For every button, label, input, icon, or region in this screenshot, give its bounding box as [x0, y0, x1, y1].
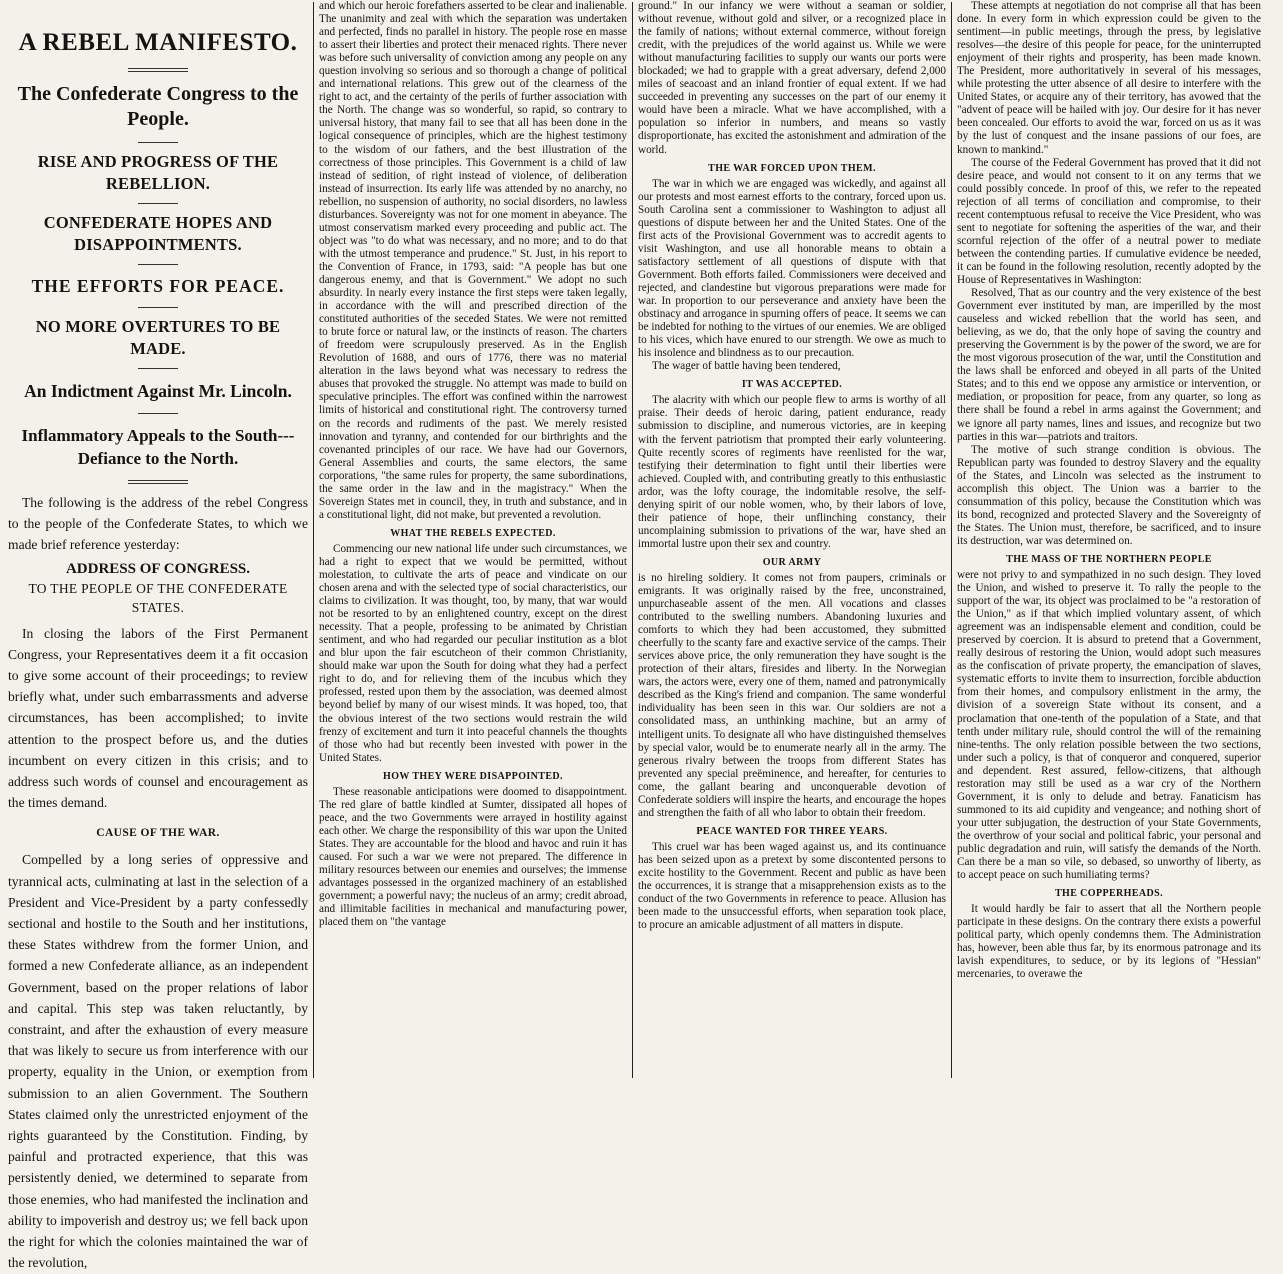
body-paragraph: The course of the Federal Government has proved that it did not desire peace, and would not consent to it on any terms that we could possibly concede. In proof of this, we refer to the repeated rejection of all terms of conciliation and compromise, to their recent contemptuous refusal to receive the Vice President, who was sent to negotiate for softening the asperities of the war, and their scornful rejection of the offer of a neutral power to mediate between the contending parties. If cumulative evidence be needed, it can be found in the following resolution, recently adopted by the House of Representatives in Washington:: [957, 156, 1261, 286]
body-paragraph: In closing the labors of the First Permanent Congress, your Representatives deem it a fit occasion to give some account of their proceedings; to review briefly what, under such embarrassments and adverse circumstances, has been accomplished; to invite attention to the prospect before us, and the duties incumbent on every citizen in this crisis; and to address such words of counsel and encouragement as the times demand.: [8, 625, 308, 811]
section-heading: HOW THEY WERE DISAPPOINTED.: [383, 770, 563, 782]
body-paragraph: is no hireling soldiery. It comes not from paupers, criminals or emigrants. It was originally raised by the free, unconstrained, unpurchaseable assent of the men. All vocations and classes contributed to the swelling numbers. Abandoning luxuries and comforts to which they had been accustomed, they submitted cheerfully to the scanty fare and exactive service of the camps. Their services above price, the only remuneration they have sought is the protection of their altars, firesides and liberty. In the Norwegian wars, the actors were, every one of them, named and patronymically described as the King's friend and companion. The same wonderful individuality has been seen in this war. Our soldiers are not a consolidated mass, an unthinking machine, but an army of intelligent units. To designate all who have distinguished themselves by special valor, would be to enumerate nearly all in the army. The generous rivalry between the troops from different States has prevented any special preëminence, and hereafter, for centuries to come, the gallant bearing and unconquerable devotion of Confederate soldiers will inspire the hearts, and encourage the hopes and strengthen the faith of all who labor to obtain their freedom.: [638, 571, 946, 819]
address-subtitle: TO THE PEOPLE OF THE CONFEDERATE STATES.: [28, 580, 288, 615]
main-headline: A REBEL MANIFESTO.: [18, 29, 298, 56]
divider: [138, 368, 178, 369]
body-paragraph: The war in which we are engaged was wickedly, and against all our protests and most earnest efforts to the contrary, forced upon us. South Carolina sent a commissioner to Washington to adjust all questions of dispute between her and the United States. One of the first acts of the Provisional Government was to accredit agents to visit Washington, and use all honorable means to obtain a satisfactory settlement of all questions of dispute with that Government. Both efforts failed. Commissioners were deceived and rejected, and clandestine but vigorous preparations were made for war. In proportion to our perseverance and anxiety have been the obstinacy and arrogance in spurning offers of peace. It seems we can be indebted for nothing to the virtues of our enemies. We are obliged to his vices, which have enured to our strength. We owe as much to his insolence and blindness as to our precaution.: [638, 177, 947, 360]
divider: [138, 203, 178, 204]
section-heading: OUR ARMY: [762, 556, 822, 568]
headline-deck-4: THE EFFORTS FOR PEACE.: [31, 276, 285, 296]
section-heading: CAUSE OF THE WAR.: [96, 827, 220, 840]
body-paragraph: The alacrity with which our people flew to arms is worthy of all praise. Their deeds of heroic daring, patient endurance, ready submission to discipline, and numerous victories, are in keeping with the fervent patriotism that prompted their early volunteering. Quite recently scores of regiments have reenlisted for the war, testifying their determination to fight until their liberties were achieved. Coupled with, and contributing greatly to this enthusiastic ardor, was the lofty courage, the indomitable resolve, the self-denying spirit of our noble women, who, by their labors of love, their patience of hope, their unflinching constancy, their uncomplaining submission to privations of the war, have shed an immortal lustre upon their sex and country.: [638, 394, 946, 550]
body-paragraph: Compelled by a long series of oppressive and tyrannical acts, culminating at last in the selection of a President and Vice-President by a party confessedly sectional and hostile to the South and her institutions, these States withdrew from the former Union, and formed a new Confederate alliance, as an independent Government, based on the proper relations of labor and capital. This step was taken reluctantly, by constraint, and after the exhaustion of every measure that was likely to secure us from interference with our property, equality in the Union, or exemption from submission to an alien Government. The Southern States claimed only the unrestricted enjoyment of the rights guaranteed by the Constitution. Finding, by painful and protracted experience, that this was persistently denied, we determined to separate from those enemies, who had manifested the inclination and ability to impoverish and destroy us; we fell back upon the right for which the colonies maintained the war of the revolution,: [8, 852, 308, 1271]
body-paragraph: The motive of such strange condition is obvious. The Republican party was founded to destroy Slavery and the equality of the States, and Lincoln was selected as the instrument to accomplish this object. The Union was a barrier to the consummation of this policy, because the Constitution which was its bond, recognized and protected Slavery and the Sovereignty of the States. The Union must, therefore, be sacrificed, and to insure its destruction, war was determined on.: [957, 443, 1261, 547]
headline-deck-7: Inflammatory Appeals to the South---Defiance to the North.: [21, 426, 295, 468]
body-paragraph: These attempts at negotiation do not comprise all that has been done. In every form in which expression could be given to the sentiment—in public meetings, through the press, by legislative resolves—the desire of this people for peace, for the uninterrupted enjoyment of their rights and prosperity, has been made known. The President, more authoritatively in several of his messages, while protesting the utter absence of all desire to interfere with the United States, or acquire any of their territory, has avowed that the "advent of peace will be hailed with joy. Our desire for it has never been concealed. Our efforts to avoid the war, forced on us as it was by the lust of conquest and the insane passions of our foes, are known to mankind.": [957, 0, 1261, 156]
section-heading: WHAT THE REBELS EXPECTED.: [390, 527, 556, 539]
headline-deck-3: CONFEDERATE HOPES AND DISAPPOINTMENTS.: [43, 213, 273, 254]
section-heading: THE COPPERHEADS.: [1054, 888, 1164, 900]
section-heading: IT WAS ACCEPTED.: [741, 379, 843, 391]
divider: [128, 480, 188, 484]
body-paragraph: These reasonable anticipations were doomed to disappointment. The red glare of battle kindled at Sumter, dissipated all hopes of peace, and the two Governments were arrayed in hostility against each other. We charge the responsibility of this war upon the United States. They are accountable for the blood and havoc and ruin it has caused. For such a war we were not prepared. The difference in military resources between our enemies and ourselves; the immense advantages possessed in the organized machinery of an established government; a powerful navy; the nucleus of an army; credit abroad, and illimitable facilities in mechanical and manufacturing power, placed them on "the vantage: [319, 785, 627, 929]
divider: [138, 142, 178, 143]
headline-deck-6: An Indictment Against Mr. Lincoln.: [24, 381, 292, 401]
body-paragraph: The wager of battle having been tendered,: [652, 360, 841, 373]
body-paragraph: It would hardly be fair to assert that all the Northern people participate in these designs. On the contrary there exists a powerful political party, which openly condemns them. The Administration has, however, been able thus far, by its enormous patronage and its lavish expenditures, to seduce, or by its legions of "Hessian" mercenaries, to overawe the: [957, 903, 1261, 981]
section-heading: PEACE WANTED FOR THREE YEARS.: [696, 825, 888, 837]
column-4: [952, 0, 1266, 1080]
headline-deck-2: RISE AND PROGRESS OF THE REBELLION.: [37, 152, 279, 193]
column-3: [633, 0, 951, 1080]
body-paragraph: were not privy to and sympathized in no such design. They loved the Union, and wished to preserve it. To rally the people to the support of the war, its object was proclaimed to be "a restoration of the Union," as if that which implied voluntary assent, of which agreement was an indispensable element and condition, could be preserved by coercion. It is absurd to pretend that a Government, really desirous of restoring the Union, would adopt such measures as the confiscation of private property, the emancipation of slaves, systematic efforts to invite them to insurrection, forcible abduction from their homes, and compulsory enlistment in the army, the division of a sovereign State without its consent, and a proclamation that one-tenth of the population of a State, and that tenth under military rule, should control the will of the remaining nine-tenths. The only relation possible between the two sections, under such a policy, is that of conqueror and conquered, superior and dependent. Rest assured, fellow-citizens, that although restoration may still be used as a war cry of the Northern Government, it is only to delude and betray. Fanaticism has summoned to its aid cupidity and vengeance; and nothing short of your utter subjugation, the destruction of your State Governments, the overthrow of your social and political fabric, your personal and public degradation and ruin, will satisfy the demands of the North. Can there be a man so vile, so debased, so unworthy of liberty, as to accept peace on such humiliating terms?: [957, 569, 1261, 882]
headline-deck-1: The Confederate Congress to the People.: [17, 83, 299, 130]
body-paragraph: Commencing our new national life under such circumstances, we had a right to expect that we would be permitted, without molestation, to cultivate the arts of peace and vindicate on our chosen arena and with the selected type of social characteristics, our claims to civilization. It was thought, too, by many, that war would not be resorted to by an enlightened country, except on the direst necessity. That a people, professing to be animated by Christian sentiment, and who had regarded our peculiar institution as a blot and blur upon the fair escutcheon of their common Christianity, should make war upon the South for doing what they had a perfect right to do, and for relieving them of the incubus which they professed, rested upon them by the association, was deemed almost beyond belief by many of our wisest minds. It was hoped, too, that the obvious interest of the two sections would restrain the wild frenzy of excitement and turn it into peaceful channels the thoughts of those who had but recently been invested with power in the United States.: [319, 542, 627, 764]
intro-paragraph: The following is the address of the rebel Congress to the people of the Confederate States, to which we made brief reference yesterday:: [8, 495, 308, 553]
divider: [128, 68, 188, 72]
column-1: [3, 0, 313, 1271]
section-heading: THE MASS OF THE NORTHERN PEOPLE: [1006, 553, 1212, 565]
divider: [138, 264, 178, 265]
divider: [138, 307, 178, 308]
body-paragraph: Resolved, That as our country and the very existence of the best Government ever instituted by man, are imperilled by the most causeless and wicked rebellion that the world has seen, and believing, as we do, that the only hope of saving the country and preserving the Government is by the power of the sword, we are for the most vigorous prosecution of the war, until the Constitution and the laws shall be enforced and obeyed in all parts of the United States; and to this end we oppose any armistice or intervention, or mediation, or proposition for peace, from any quarter, so long as there shall be found a rebel in arms against the Government; and we ignore all party names, lines and issues, and recognize but two parties in this war—patriots and traitors.: [957, 287, 1261, 443]
address-title: ADDRESS OF CONGRESS.: [65, 560, 251, 577]
divider: [138, 413, 178, 414]
body-paragraph: and which our heroic forefathers asserted to be clear and inalienable. The unanimity and zeal with which the separation was undertaken and perfected, finds no parallel in history. The people rose en masse to assert their liberties and protect their menaced rights. There never was before such universality of conviction among any people on any question involving so serious and so thorough a change of political and international relations. This grew out of the clearness of the right to act, and the certainty of the perils of further association with the North. The change was so wonderful, so rapid, so contrary to universal history, that many fail to see that all has been done in the logical consequence of principles, which are the highest testimony to the wisdom of our fathers, and the best illustration of the correctness of those principles. This Government is a child of law instead of sedition, of right instead of violence, of deliberation instead of insurrection. Its early life was attended by no anarchy, no rebellion, no suspension of authority, no social disorders, no lawless disturbances. Sovereignty was not for one moment in abeyance. The utmost conservatism marked every proceeding and public act. The object was "to do what was necessary, and no more; and to do that with the utmost temperance and prudence." St. Just, in his report to the Convention of France, in 1793, said: "A people has but one dangerous enemy, and that is Government." We adopt no such absurdity. In nearly every instance the first steps were taken legally, in accordance with the will and prescribed direction of the constituted authorities of the seceded States. We were not remitted to brute force or natural law, or the instincts of reason. The charters of freedom were scrupulously preserved. As in the English Revolution of 1688, and ours of 1776, there was no material alteration in the laws beyond what was necessary to redress the abuses that provoked the struggle. No attempt was made to build on speculative principles. The effort was confined within the narrowest limits of historical and constitutional right. The controversy turned on the records and rudiments of the past. We merely resisted innovation and tyranny, and contended for our birthrights and the covenanted principles of our race. We have had our Governors, General Assemblies and courts, the same electors, the same corporations, "the same rules for property, the same subordinations, the same order in the law and in the magistracy." When the Sovereign States met in council, they, in truth and substance, and in a constitutional light, did not make, but prevented a revolution.: [319, 0, 627, 521]
body-paragraph: ground." In our infancy we were without a seaman or soldier, without revenue, without gold and silver, or a recognized place in the family of nations; without external commerce, without foreign credit, with the prejudices of the world against us. While we were without manufacturing facilities to supply our wants our ports were blockaded; we had to grapple with a great adversary, defend 2,000 miles of seacoast and an inland frontier of equal extent. If we had succeeded in preventing any successes on the part of our enemy it would have been a miracle. What we have accomplished, with a population so inferior in numbers, and means so vastly disproportionate, has excited the astonishment and admiration of the world.: [638, 0, 946, 156]
body-paragraph: This cruel war has been waged against us, and its continuance has been seized upon as a pretext by some discontented persons to excite hostility to the Government. Recent and public as have been the occurrences, it is strange that a misapprehension exists as to the conduct of the two Governments in reference to peace. Allusion has been made to the unsuccessful efforts, when separation took place, to procure an amicable adjustment of all matters in dispute.: [638, 840, 946, 932]
headline-deck-5: NO MORE OVERTURES TO BE MADE.: [35, 317, 281, 358]
column-2: [314, 0, 632, 1080]
section-heading: THE WAR FORCED UPON THEM.: [708, 162, 876, 174]
